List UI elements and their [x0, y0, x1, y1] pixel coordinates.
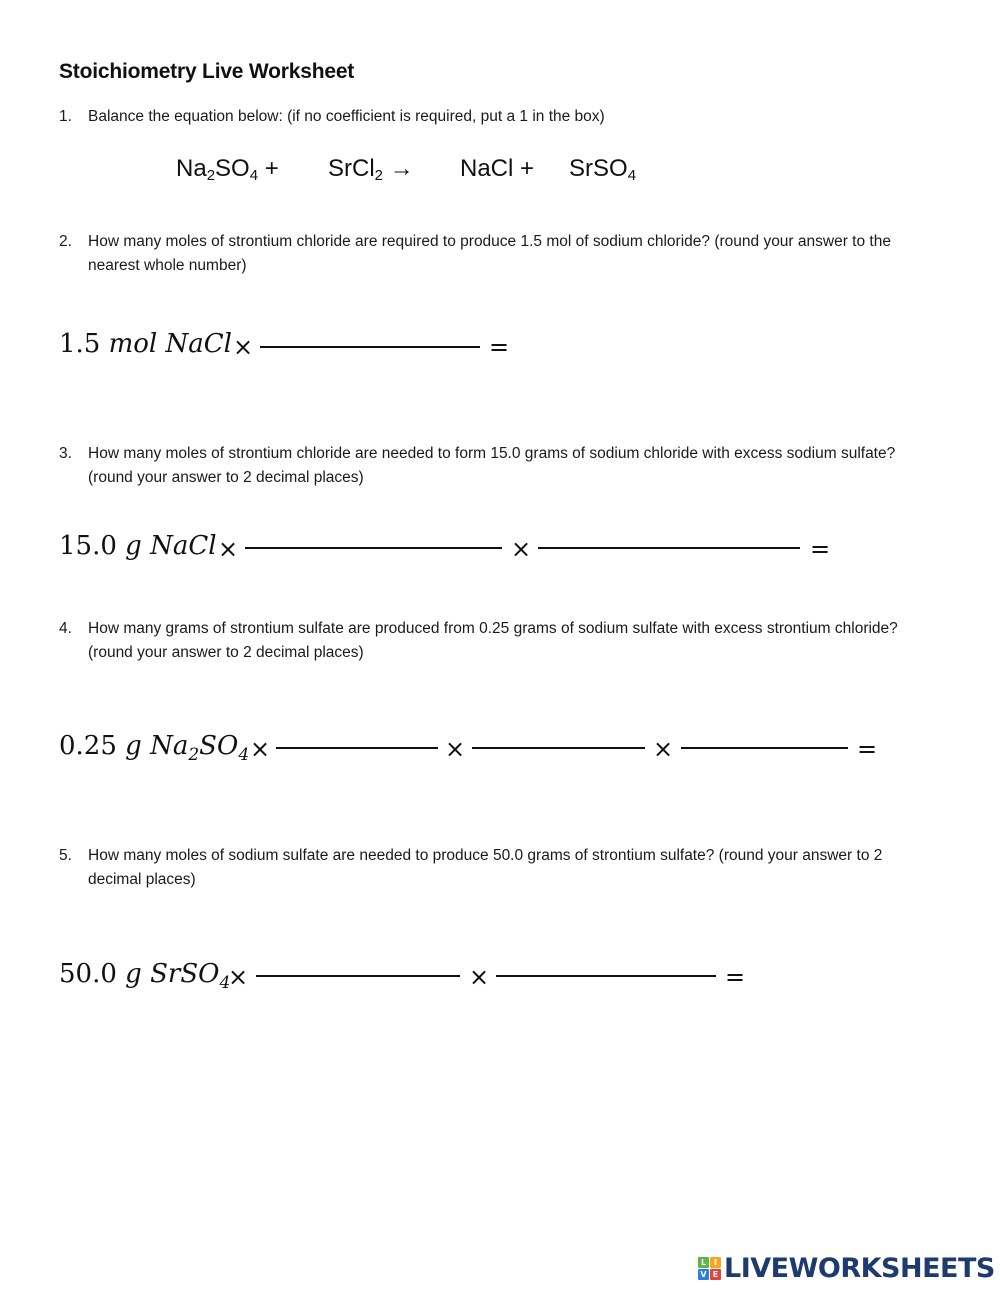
given-value: 0.25	[59, 731, 117, 761]
formula-subscript: 2	[374, 167, 384, 184]
given-quantity	[59, 531, 217, 561]
times-sign: ×	[218, 535, 239, 563]
given-unit: mol	[108, 329, 158, 359]
times-sign: ×	[228, 963, 249, 991]
reactant-srcl2	[328, 155, 414, 184]
question-4	[59, 617, 939, 665]
times-sign: ×	[653, 735, 674, 763]
logo-wordmark: LIVEWORKSHEETS	[724, 1253, 995, 1284]
given-species	[150, 731, 250, 765]
product-nacl	[460, 155, 534, 183]
times-sign: ×	[250, 735, 271, 763]
logo-letter: E	[710, 1269, 721, 1280]
question-1	[59, 105, 939, 129]
equals-sign: =	[725, 963, 746, 991]
conversion-factor-blank-1[interactable]	[256, 975, 460, 977]
formula-subscript: 4	[238, 745, 250, 765]
question-number: 5.	[59, 847, 72, 864]
given-species: NaCl	[150, 531, 217, 561]
question-number: 1.	[59, 108, 72, 125]
formula-part: SO	[199, 731, 239, 761]
question-text: Balance the equation below: (if no coefficient is required, put a 1 in the box)	[88, 108, 605, 125]
formula-part: SrCl	[328, 155, 375, 182]
question-text: How many moles of strontium chloride are needed to form 15.0 grams of sodium chloride with excess sodium sulfate? (round your answer to 2 decimal places)	[88, 445, 896, 486]
conversion-factor-blank-1[interactable]	[245, 547, 502, 549]
times-sign: ×	[469, 963, 490, 991]
given-value: 1.5	[59, 329, 101, 359]
logo-letter: L	[698, 1257, 709, 1268]
live-logo-icon	[698, 1257, 721, 1280]
given-species: NaCl	[165, 329, 232, 359]
conversion-factor-blank-2[interactable]	[496, 975, 716, 977]
given-quantity	[59, 329, 232, 359]
conversion-factor-blank-2[interactable]	[472, 747, 645, 749]
formula-part: NaCl	[460, 155, 514, 182]
question-text: How many moles of sodium sulfate are needed to produce 50.0 grams of strontium sulfate? (round your answer to 2 decimal places)	[88, 847, 883, 888]
formula-subscript: 2	[188, 745, 200, 765]
question-text: How many moles of strontium chloride are required to produce 1.5 mol of sodium chloride? (round your answer to the nearest whole number)	[88, 233, 891, 274]
plus-sign: +	[513, 155, 535, 182]
equals-sign: =	[810, 535, 831, 563]
plus-sign: +	[258, 155, 279, 182]
liveworksheets-logo	[698, 1253, 995, 1284]
formula-part: Na	[176, 155, 207, 182]
times-sign: ×	[511, 535, 532, 563]
times-sign: ×	[445, 735, 466, 763]
logo-letter: V	[698, 1269, 709, 1280]
question-3	[59, 442, 939, 490]
formula-subscript: 4	[627, 167, 637, 184]
question-number: 2.	[59, 233, 72, 250]
product-srso4	[569, 155, 636, 184]
question-5	[59, 844, 939, 892]
given-unit: g	[125, 531, 142, 561]
given-unit: g	[125, 959, 142, 989]
equals-sign: =	[489, 333, 510, 361]
formula-part: SrSO	[150, 959, 220, 989]
question-text: How many grams of strontium sulfate are produced from 0.25 grams of sodium sulfate with excess strontium chloride? (round your answer to 2 decimal places)	[88, 620, 898, 661]
conversion-factor-blank-1[interactable]	[276, 747, 438, 749]
given-quantity	[59, 731, 249, 765]
equals-sign: =	[857, 735, 878, 763]
conversion-factor-blank[interactable]	[260, 346, 480, 348]
given-value: 50.0	[59, 959, 117, 989]
given-value: 15.0	[59, 531, 117, 561]
worksheet-title: Stoichiometry Live Worksheet	[59, 60, 355, 83]
formula-subscript: 2	[206, 167, 216, 184]
question-2	[59, 230, 939, 278]
conversion-factor-blank-3[interactable]	[681, 747, 848, 749]
given-unit: g	[125, 731, 142, 761]
arrow-icon: →	[383, 155, 414, 182]
given-species	[150, 959, 231, 993]
formula-part: SrSO	[569, 155, 628, 182]
question-number: 3.	[59, 445, 72, 462]
formula-part: SO	[215, 155, 250, 182]
formula-subscript: 4	[219, 973, 231, 993]
logo-letter: I	[710, 1257, 721, 1268]
formula-subscript: 4	[249, 167, 259, 184]
formula-part: Na	[150, 731, 189, 761]
times-sign: ×	[233, 333, 254, 361]
reactant-na2so4	[176, 155, 279, 184]
given-quantity	[59, 959, 230, 993]
question-number: 4.	[59, 620, 72, 637]
conversion-factor-blank-2[interactable]	[538, 547, 800, 549]
